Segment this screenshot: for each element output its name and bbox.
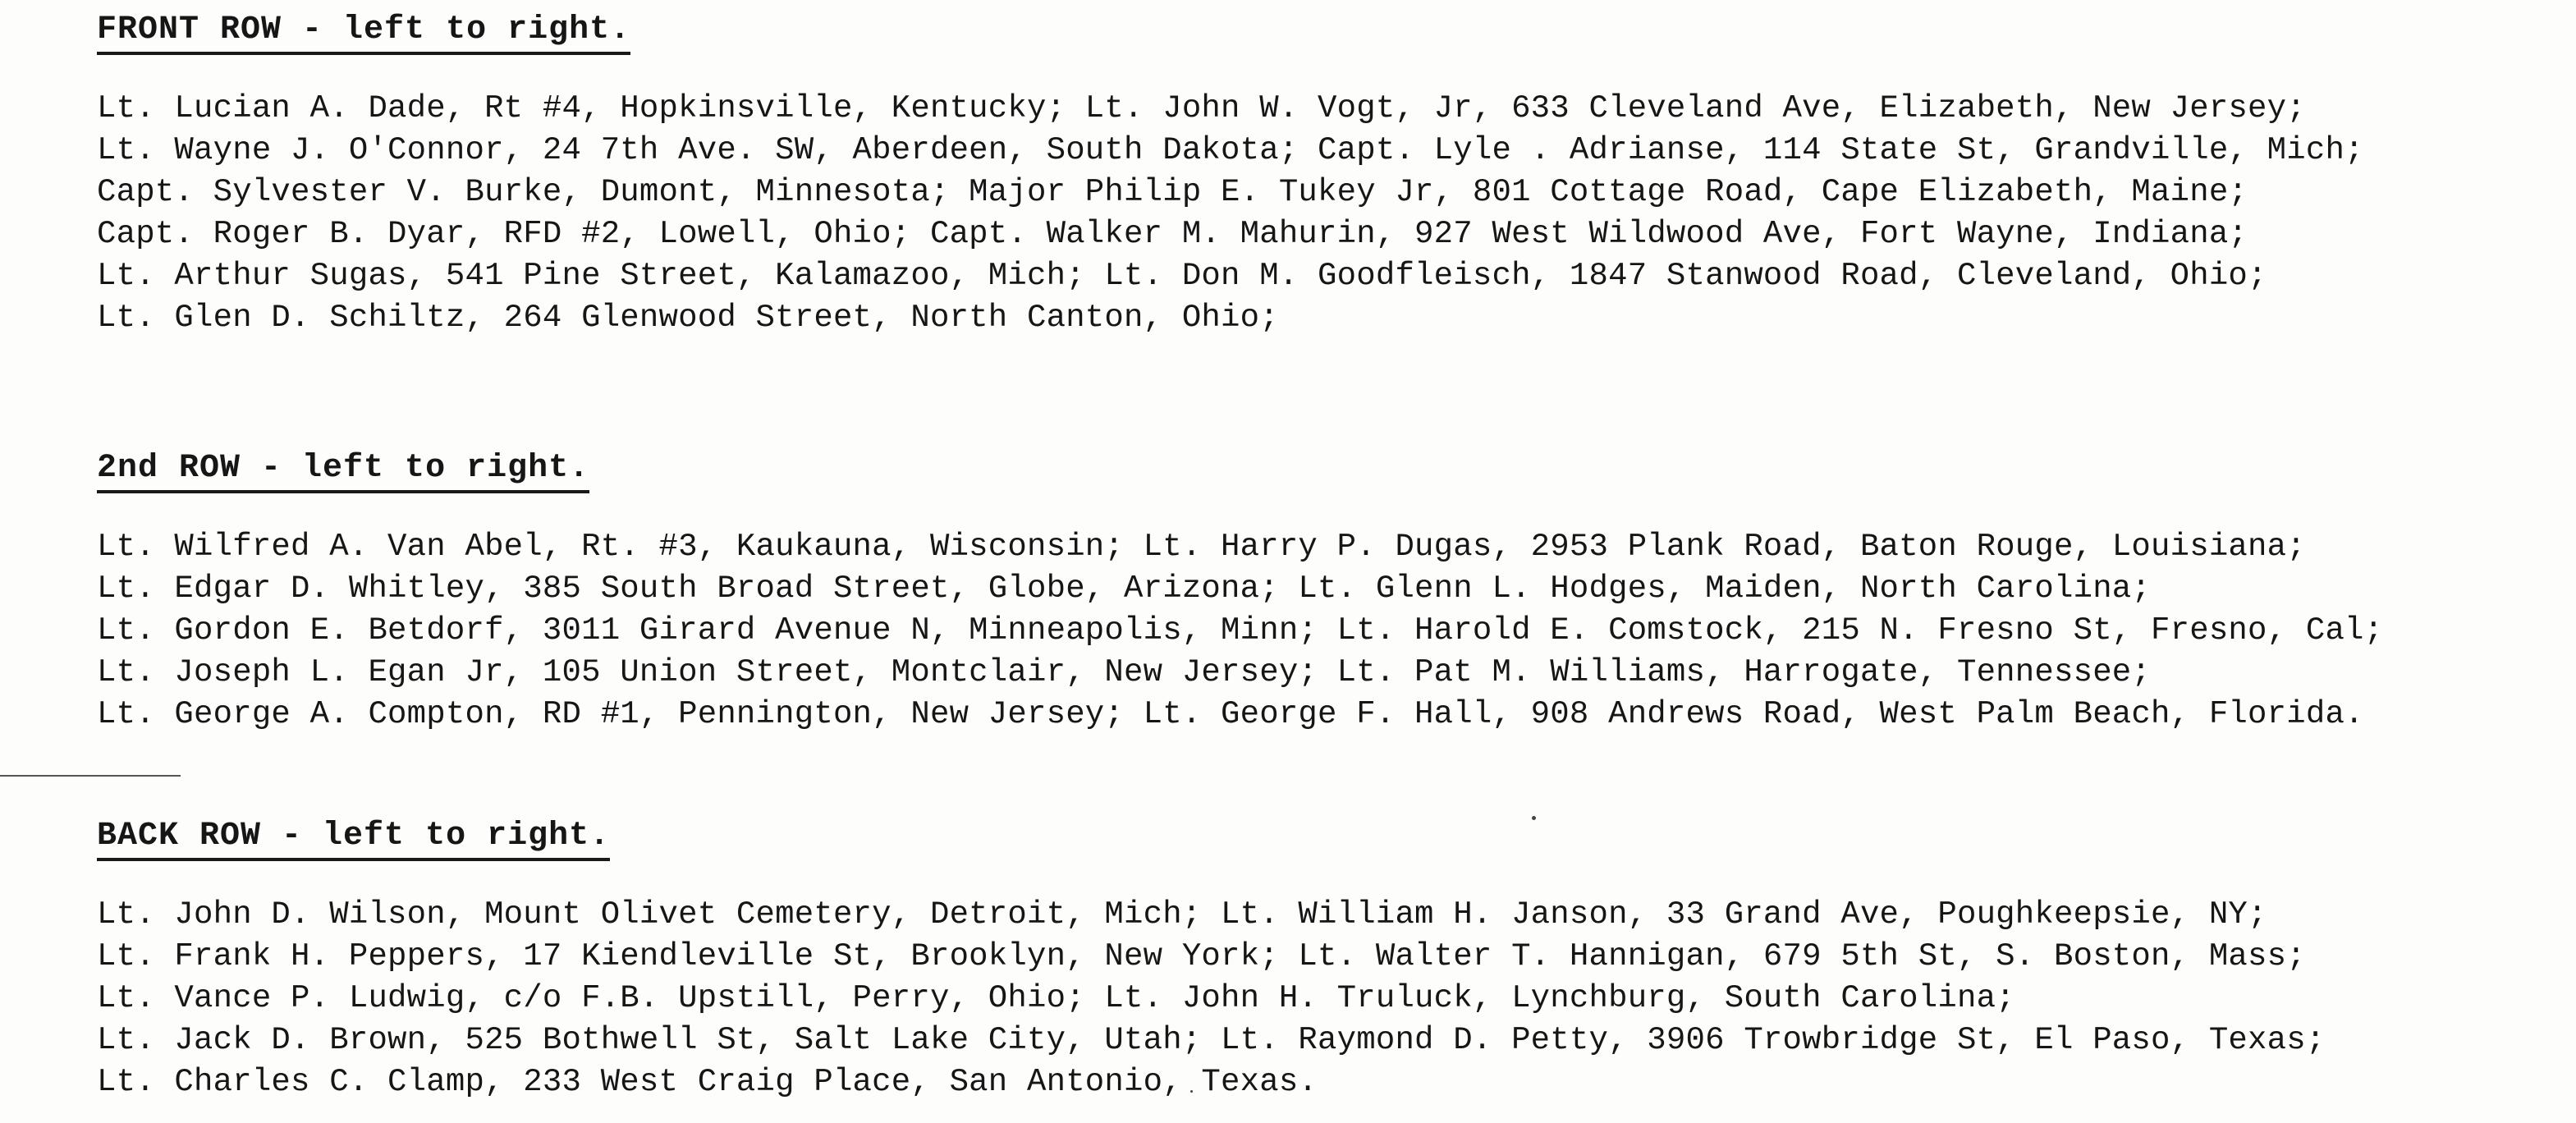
back-row-names <box>97 894 2325 1103</box>
roster-line: Lt. Vance P. Ludwig, c/o F.B. Upstill, Perry, Ohio; Lt. John H. Truluck, Lynchburg, South Carolina; <box>97 980 2015 1016</box>
roster-line: Lt. Wilfred A. Van Abel, Rt. #3, Kaukauna, Wisconsin; Lt. Harry P. Dugas, 2953 Plank Road, Baton Rouge, Louisiana; <box>97 529 2306 565</box>
roster-line: Lt. Charles C. Clamp, 233 West Craig Place, San Antonio, Texas. <box>97 1064 1318 1100</box>
second-row-heading: 2nd ROW - left to right. <box>97 450 589 493</box>
back-row-heading: BACK ROW - left to right. <box>97 818 610 861</box>
stray-typewriter-rule <box>0 775 181 777</box>
roster-line: Lt. Glen D. Schiltz, 264 Glenwood Street, North Canton, Ohio; <box>97 300 1279 336</box>
roster-line: Lt. Edgar D. Whitley, 385 South Broad Street, Globe, Arizona; Lt. Glenn L. Hodges, Maiden, North Carolina; <box>97 571 2152 607</box>
roster-line: Lt. Arthur Sugas, 541 Pine Street, Kalamazoo, Mich; Lt. Don M. Goodfleisch, 1847 Stanwood Road, Cleveland, Ohio; <box>97 258 2267 294</box>
roster-line: Lt. John D. Wilson, Mount Olivet Cemetery, Detroit, Mich; Lt. William H. Janson, 33 Grand Ave, Poughkeepsie, NY; <box>97 896 2267 933</box>
roster-line: Capt. Roger B. Dyar, RFD #2, Lowell, Ohio; Capt. Walker M. Mahurin, 927 West Wildwood Ave, Fort Wayne, Indiana; <box>97 216 2248 252</box>
roster-line: Lt. George A. Compton, RD #1, Pennington, New Jersey; Lt. George F. Hall, 908 Andrews Road, West Palm Beach, Florida. <box>97 696 2364 732</box>
roster-line: Lt. Joseph L. Egan Jr, 105 Union Street, Montclair, New Jersey; Lt. Pat M. Williams, Harrogate, Tennessee; <box>97 654 2152 690</box>
roster-line: Lt. Wayne J. O'Connor, 24 7th Ave. SW, Aberdeen, South Dakota; Capt. Lyle . Adrianse, 114 State St, Grandville, Mich; <box>97 132 2364 168</box>
front-row-heading: FRONT ROW - left to right. <box>97 11 630 55</box>
front-row-names <box>97 88 2364 339</box>
front-row-section <box>97 11 2364 339</box>
second-row-section <box>97 450 2383 736</box>
roster-line: Lt. Jack D. Brown, 525 Bothwell St, Salt Lake City, Utah; Lt. Raymond D. Petty, 3906 Trowbridge St, El Paso, Texas; <box>97 1022 2326 1058</box>
roster-line: Lt. Frank H. Peppers, 17 Kiendleville St, Brooklyn, New York; Lt. Walter T. Hannigan, 679 5th St, S. Boston, Mass; <box>97 938 2306 974</box>
back-row-section <box>97 818 2325 1103</box>
second-row-names <box>97 526 2383 736</box>
roster-line: Lt. Lucian A. Dade, Rt #4, Hopkinsville, Kentucky; Lt. John W. Vogt, Jr, 633 Cleveland Ave, Elizabeth, New Jersey; <box>97 90 2306 126</box>
roster-line: Capt. Sylvester V. Burke, Dumont, Minnesota; Major Philip E. Tukey Jr, 801 Cottage Road, Cape Elizabeth, Maine; <box>97 174 2248 210</box>
roster-line: Lt. Gordon E. Betdorf, 3011 Girard Avenue N, Minneapolis, Minn; Lt. Harold E. Comstock, 215 N. Fresno St, Fresno, Cal; <box>97 612 2384 649</box>
